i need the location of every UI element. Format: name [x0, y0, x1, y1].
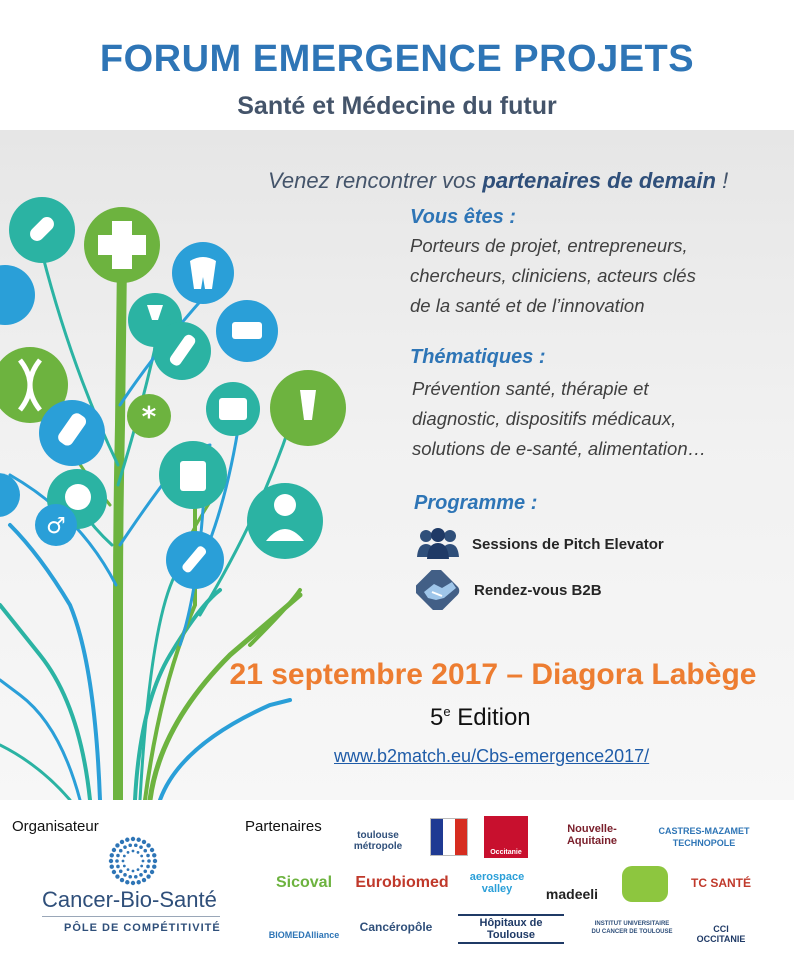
- logo-dot: [112, 870, 116, 874]
- svg-text:♂: ♂: [46, 514, 66, 539]
- logo-dot: [115, 843, 119, 847]
- logo-dot: [153, 859, 157, 863]
- logo-dot: [122, 860, 125, 863]
- partner-logo-eurobiomed: Eurobiomed: [355, 874, 449, 891]
- edition: 5e Edition: [430, 704, 531, 731]
- logo-dot: [150, 848, 154, 852]
- organizer-divider: [42, 916, 220, 917]
- programme-item-b2b: [416, 570, 602, 610]
- logo-dot: [109, 859, 113, 863]
- logo-dot: [140, 865, 143, 868]
- logo-dot: [132, 870, 135, 873]
- logo-dot: [139, 845, 143, 849]
- logo-dot: [134, 843, 138, 847]
- logo-dot: [136, 880, 140, 884]
- partner-logo-madeeli: madeeli: [545, 886, 599, 902]
- partner-logo-biomedalliance: BIOMEDAlliance: [268, 930, 340, 940]
- logo-dot: [119, 849, 123, 853]
- logo-dot: [128, 875, 132, 879]
- partners-label: Partenaires: [245, 818, 322, 835]
- logo-dot: [123, 865, 126, 868]
- logo-dot: [127, 868, 130, 871]
- logo-dot: [123, 855, 126, 858]
- logo-dot: [116, 865, 120, 869]
- logo-dot: [152, 864, 156, 868]
- vous-etes-text: Porteurs de projet, entrepreneurs, chercheurs, cliniciens, acteurs clés de la santé et de l’innovation: [410, 235, 696, 316]
- logo-dot: [137, 868, 140, 871]
- programme-heading: Programme :: [414, 492, 538, 514]
- logo-dot: [142, 878, 146, 882]
- programme-item-pitch: [416, 527, 664, 561]
- logo-dot: [139, 873, 143, 877]
- partner-logo-nouvelle-aquitaine: Nouvelle- Aquitaine: [566, 823, 618, 847]
- thematiques-text: Prévention santé, thérapie et diagnostic, dispositifs médicaux, solutions de e-santé, alimentation…: [412, 378, 707, 459]
- logo-dot: [110, 864, 114, 868]
- logo-dot: [150, 870, 154, 874]
- programme-item-label: Rendez-vous B2B: [474, 581, 602, 599]
- cancer-bio-sante-logo-icon: [106, 836, 160, 886]
- logo-dot: [115, 859, 119, 863]
- logo-dot: [146, 865, 150, 869]
- partner-logo-iuct: INSTITUT UNIVERSITAIRE DU CANCER DE TOULOUSE: [591, 921, 673, 935]
- logo-dot: [140, 855, 143, 858]
- logo-dot: [137, 851, 140, 854]
- logo-dot: [152, 853, 156, 857]
- organizer-subtitle: PÔLE DE COMPÉTITIVITÉ: [64, 922, 221, 934]
- registration-link[interactable]: www.b2match.eu/Cbs-emergence2017/: [334, 746, 650, 766]
- partner-logo-castres-mazamet: CASTRES-MAZAMET TECHNOPOLE: [658, 826, 750, 848]
- logo-dot: [119, 869, 123, 873]
- logo-dot: [125, 880, 129, 884]
- partner-logo-sicoval: Sicoval: [275, 874, 333, 891]
- logo-dot: [120, 840, 124, 844]
- organizer-label: Organisateur: [12, 818, 99, 835]
- logo-dot: [134, 875, 138, 879]
- logo-dot: [147, 859, 151, 863]
- logo-dot: [142, 840, 146, 844]
- logo-dot: [125, 838, 129, 842]
- partner-logo-toulouse-metropole: toulouse métropole: [353, 830, 403, 852]
- organizer-name: Cancer-Bio-Santé: [42, 887, 217, 912]
- page-title: FORUM EMERGENCE PROJETS: [99, 38, 695, 80]
- partner-logo-aerospace-valley: aerospace valley: [469, 871, 525, 895]
- svg-text:*: *: [141, 400, 157, 433]
- logo-dot: [110, 853, 114, 857]
- logo-dot: [116, 854, 120, 858]
- logo-dot: [143, 869, 147, 873]
- logo-dot: [143, 849, 147, 853]
- partner-logo-occitanie: Occitanie: [484, 816, 528, 858]
- logo-dot: [123, 845, 127, 849]
- logo-dot: [146, 843, 150, 847]
- group-icon: [416, 527, 460, 561]
- logo-dot: [136, 838, 140, 842]
- partner-logo-prefecture: [430, 818, 468, 856]
- logo-dot: [142, 860, 145, 863]
- medical-tree-illustration: [0, 185, 370, 800]
- partner-logo-tc-sante: TC SANTÉ: [691, 876, 751, 890]
- page-subtitle: Santé et Médecine du futur: [237, 92, 557, 120]
- logo-dot: [115, 874, 119, 878]
- logo-dot: [128, 843, 132, 847]
- logo-dot: [127, 851, 130, 854]
- partner-logo-canceropole: Cancéropôle: [359, 920, 433, 934]
- event-date: 21 septembre 2017 – Diagora Labège: [229, 658, 757, 691]
- thematiques-heading: Thématiques :: [410, 346, 546, 368]
- logo-dot: [123, 873, 127, 877]
- partner-logo-hopitaux-toulouse: Hôpitaux de Toulouse: [458, 914, 564, 944]
- logo-dot: [132, 850, 135, 853]
- logo-dot: [131, 837, 135, 841]
- tagline: Venez rencontrer vos partenaires de demain !: [268, 168, 729, 193]
- logo-dot: [131, 881, 135, 885]
- logo-dot: [146, 854, 150, 858]
- logo-dot: [112, 848, 116, 852]
- partner-logo-cci-occitanie: CCI OCCITANIE: [696, 924, 746, 944]
- logo-dot: [146, 874, 150, 878]
- vous-etes-heading: Vous êtes :: [410, 206, 516, 228]
- logo-dot: [120, 878, 124, 882]
- partner-logo-green: [622, 866, 668, 902]
- handshake-icon: [416, 570, 462, 610]
- programme-item-label: Sessions de Pitch Elevator: [472, 535, 664, 553]
